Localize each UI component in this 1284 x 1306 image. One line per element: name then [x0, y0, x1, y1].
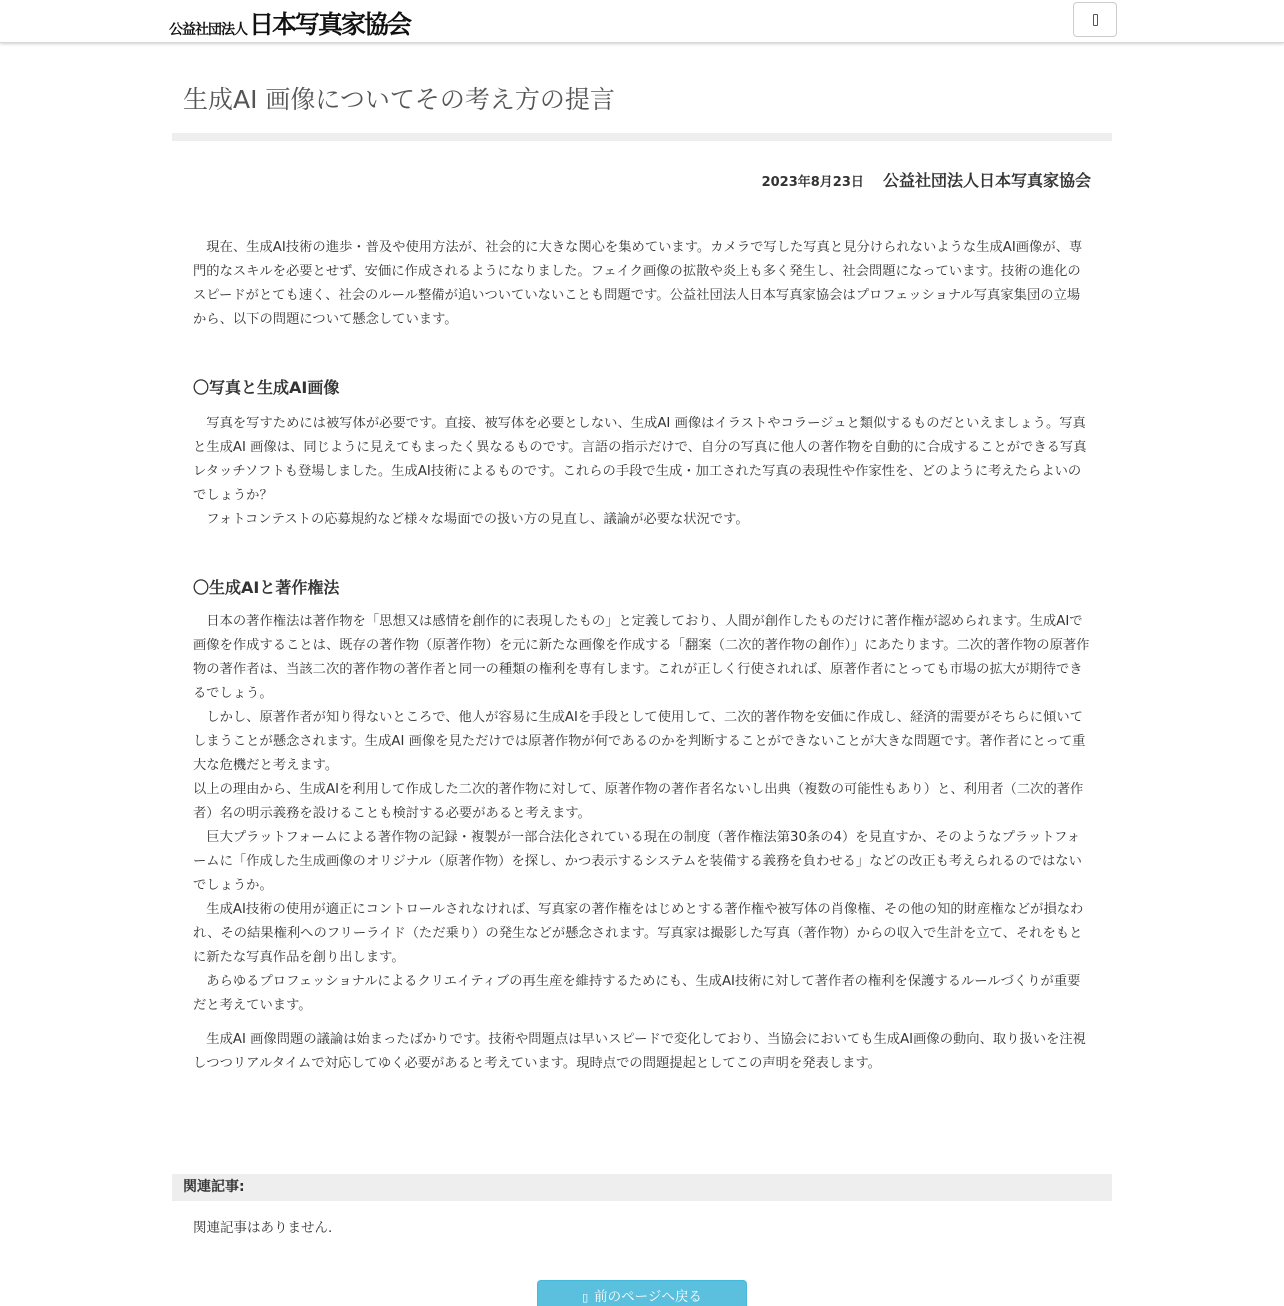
section-spacer: [193, 532, 1091, 576]
section2-paragraph: あらゆるプロフェッショナルによるクリエイティブの再生産を維持するためにも、生成AI技術に対して著作者の権利を保護するルールづくりが重要だと考えています。: [193, 974, 1081, 1013]
related-articles-heading: 関連記事:: [172, 1174, 1112, 1201]
title-divider: [172, 133, 1112, 141]
section1-paragraph: 写真を写すためには被写体が必要です。直接、被写体を必要としない、生成AI 画像はイラストやコラージュと類似するものだといえましょう。写真と生成AI 画像は、同じように見えてもまったく異なるものです。言語の指示だけで、自分の写真に他人の著作物を自動的に合成することができる写真レタッチソフトも登場しました。生成AI技術によるものです。これらの手段で生成・加工された写真の表現性や作家性を、どのように考えたらよいのでしょうか？: [193, 416, 1087, 503]
article-organization: 公益社団法人日本写真家協会: [882, 171, 1091, 190]
site-header: [0, 0, 1284, 43]
article-dateline: [193, 168, 1091, 191]
section2-paragraph: 日本の著作権法は著作物を「思想又は感情を創作的に表現したもの」と定義しており、人間が創作したものだけに著作権が認められます。生成AIで画像を作成することは、既存の著作物（原著作物）を元に新たな画像を作成する「翻案（二次的著作物の創作）」にあたります。二次的著作物の原著作物の著作者は、当該二次的著作物の著作者と同一の種類の権利を専有します。これが正しく行使されれば、原著作者にとっても市場の拡大が期待できるでしょう。: [193, 614, 1090, 701]
section2-paragraph: 以上の理由から、生成AIを利用して作成した二次的著作物に対して、原著作物の著作者名ないし出典（複数の可能性もあり）と、利用者（二次的著作者）名の明示義務を設けることも検討する必要があると考えます。: [193, 782, 1084, 821]
section-heading-ai-copyright: 〇生成AIと著作権法: [193, 578, 340, 597]
menu-toggle-button[interactable]: [1073, 2, 1117, 37]
section2-paragraph: しかし、原著作者が知り得ないところで、他人が容易に生成AIを手段として使用して、二次的著作物を安価に作成し、経済的需要がそちらに傾いてしまうことが懸念されます。生成AI 画像を見ただけでは原著作物が何であるのかを判断することができないことが大きな問題です。著作者にとって重大な危機だと考えます。: [193, 710, 1086, 773]
section2-paragraph: 生成AI技術の使用が適正にコントロールされなければ、写真家の著作権をはじめとする著作権や被写体の肖像権、その他の知的財産権などが損なわれ、その結果権利へのフリーライド（ただ乗り）の発生などが懸念されます。写真家は撮影した写真（著作物）からの収入で生計を立て、それをもとに新たな写真作品を創り出します。: [193, 902, 1084, 965]
logo-small-text: 公益社団法人: [169, 22, 247, 38]
section2-paragraph: 巨大プラットフォームによる著作物の記録・複製が一部合法化されている現在の制度（著作権法第30条の4）を見直すか、そのようなプラットフォームに「作成した生成画像のオリジナル（原著作物）を探し、かつ表示するシステムを装備する義務を負わせる」などの改正も考えられるのではないでしょうか。: [193, 830, 1082, 893]
site-logo[interactable]: [169, 6, 410, 40]
back-button-label: 前のページへ戻る: [594, 1289, 702, 1305]
section-heading-photo-vs-ai: 〇写真と生成AI画像: [193, 378, 340, 397]
page-title: 生成AI 画像についてその考え方の提言: [183, 85, 615, 114]
back-to-previous-button[interactable]: [537, 1280, 747, 1306]
section1-paragraph: フォトコンテストの応募規約など様々な場面での扱い方の見直し、議論が必要な状況です。: [193, 512, 749, 527]
back-icon: ▯: [582, 1291, 589, 1304]
logo-main-text: 日本写真家協会: [249, 10, 411, 39]
article-body: [193, 236, 1091, 1076]
section-spacer: [193, 332, 1091, 376]
article-date: 2023年8月23日: [761, 175, 864, 190]
intro-paragraph: 現在、生成AI技術の進歩・普及や使用方法が、社会的に大きな関心を集めています。カメラで写した写真と見分けられないような生成AI画像が、専門的なスキルを必要とせず、安価に作成されるようになりました。フェイク画像の拡散や炎上も多く発生し、社会問題になっています。技術の進化のスピードがとても速く、社会のルール整備が追いついていないことも問題です。公益社団法人日本写真家協会はプロフェッショナル写真家集団の立場から、以下の問題について懸念しています。: [193, 240, 1083, 327]
menu-icon: [1093, 14, 1098, 26]
closing-paragraph: 生成AI 画像問題の議論は始まったばかりです。技術や問題点は早いスピードで変化しており、当協会においても生成AI画像の動向、取り扱いを注視しつつリアルタイムで対応してゆく必要があると考えています。現時点での問題提起としてこの声明を発表します。: [193, 1032, 1086, 1071]
related-articles-empty: 関連記事はありません.: [193, 1220, 333, 1236]
